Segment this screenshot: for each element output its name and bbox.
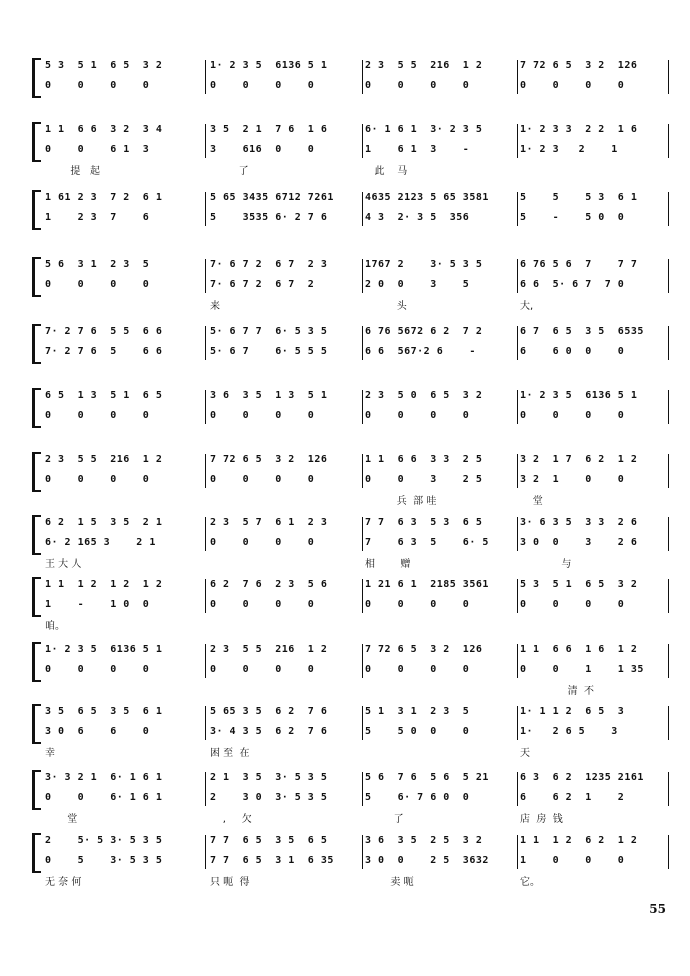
barline bbox=[668, 772, 669, 806]
barline bbox=[668, 517, 669, 551]
lower-notes: 0 0 0 0 bbox=[520, 80, 625, 91]
lower-notes: 7 6 3 5 6· 5 bbox=[365, 537, 489, 548]
lower-notes: 6 6 2 1 2 bbox=[520, 792, 625, 803]
lower-notes: 1· 2 6 5 3 bbox=[520, 726, 618, 737]
upper-notes: 1 1 6 6 3 3 2 5 bbox=[365, 454, 483, 465]
barline bbox=[205, 454, 206, 488]
barline bbox=[362, 390, 363, 424]
upper-notes: 3· 6 3 5 3 3 2 6 bbox=[520, 517, 638, 528]
system-bracket bbox=[32, 388, 41, 428]
lower-notes: 4 3 2· 3 5 356 bbox=[365, 212, 470, 223]
lower-notes: 0 0 0 0 bbox=[365, 664, 470, 675]
upper-notes: 5 1 3 1 2 3 5 bbox=[365, 706, 470, 717]
barline bbox=[362, 644, 363, 678]
barline bbox=[668, 835, 669, 869]
barline bbox=[517, 454, 518, 488]
upper-notes: 3 6 3 5 2 5 3 2 bbox=[365, 835, 483, 846]
lower-notes: 2 3 0 3· 5 3 5 bbox=[210, 792, 328, 803]
lower-notes: 1 0 0 0 bbox=[520, 855, 625, 866]
upper-notes: 5 5 5 3 6 1 bbox=[520, 192, 638, 203]
upper-notes: 5· 6 7 7 6· 5 3 5 bbox=[210, 326, 328, 337]
lower-notes: 0 0 0 0 bbox=[210, 80, 315, 91]
lower-notes: 0 0 0 0 bbox=[365, 80, 470, 91]
barline bbox=[668, 390, 669, 424]
upper-notes: 6 76 5 6 7 7 7 bbox=[520, 259, 638, 270]
barline bbox=[205, 644, 206, 678]
lower-notes: 0 0 0 0 bbox=[365, 410, 470, 421]
barline bbox=[668, 326, 669, 360]
lower-notes: 1· 2 3 2 1 bbox=[520, 144, 618, 155]
barline bbox=[362, 192, 363, 226]
lower-notes: 6 6 0 0 0 bbox=[520, 346, 625, 357]
lower-notes: 7 7 6 5 3 1 6 35 bbox=[210, 855, 334, 866]
barline bbox=[517, 579, 518, 613]
barline bbox=[517, 835, 518, 869]
upper-notes: 2 5· 5 3· 5 3 5 bbox=[45, 835, 163, 846]
system-bracket bbox=[32, 122, 41, 162]
upper-notes: 3 5 6 5 3 5 6 1 bbox=[45, 706, 163, 717]
barline bbox=[362, 835, 363, 869]
lower-notes: 3 0 6 6 0 bbox=[45, 726, 150, 737]
lyric-text: 了 bbox=[365, 814, 404, 825]
lower-notes: 0 0 0 0 bbox=[210, 599, 315, 610]
lower-notes: 3 616 0 0 bbox=[210, 144, 315, 155]
barline bbox=[517, 706, 518, 740]
upper-notes: 7 7 6 5 3 5 6 5 bbox=[210, 835, 328, 846]
upper-notes: 1· 1 1 2 6 5 3 bbox=[520, 706, 625, 717]
upper-notes: 3 5 2 1 7 6 1 6 bbox=[210, 124, 328, 135]
upper-notes: 1 21 6 1 2185 3561 bbox=[365, 579, 489, 590]
barline bbox=[668, 644, 669, 678]
system-bracket bbox=[32, 257, 41, 297]
lyric-text: 头 bbox=[365, 301, 407, 312]
upper-notes: 1 1 6 6 3 2 3 4 bbox=[45, 124, 163, 135]
lyric-text: 兵 部 哇 bbox=[365, 496, 437, 507]
upper-notes: 6 5 1 3 5 1 6 5 bbox=[45, 390, 163, 401]
barline bbox=[668, 706, 669, 740]
lower-notes: 0 0 1 1 35 bbox=[520, 664, 644, 675]
upper-notes: 3· 3 2 1 6· 1 6 1 bbox=[45, 772, 163, 783]
lower-notes: 1 - 1 0 0 bbox=[45, 599, 150, 610]
upper-notes: 1· 2 3 5 6136 5 1 bbox=[210, 60, 328, 71]
lower-notes: 5 6· 7 6 0 0 bbox=[365, 792, 470, 803]
barline bbox=[668, 192, 669, 226]
barline bbox=[362, 326, 363, 360]
upper-notes: 6· 1 6 1 3· 2 3 5 bbox=[365, 124, 483, 135]
upper-notes: 1 1 1 2 6 2 1 2 bbox=[520, 835, 638, 846]
system-bracket bbox=[32, 324, 41, 364]
barline bbox=[517, 390, 518, 424]
upper-notes: 6 76 5672 6 2 7 2 bbox=[365, 326, 483, 337]
upper-notes: 1 1 6 6 1 6 1 2 bbox=[520, 644, 638, 655]
system-bracket bbox=[32, 577, 41, 617]
upper-notes: 5 6 7 6 5 6 5 21 bbox=[365, 772, 489, 783]
lower-notes: 1 6 1 3 - bbox=[365, 144, 470, 155]
lower-notes: 0 0 0 0 bbox=[210, 537, 315, 548]
lyric-text: 咱。 bbox=[45, 621, 65, 632]
system-bracket bbox=[32, 58, 41, 98]
system-bracket bbox=[32, 515, 41, 555]
upper-notes: 7 72 6 5 3 2 126 bbox=[365, 644, 483, 655]
upper-notes: 5 6 3 1 2 3 5 bbox=[45, 259, 150, 270]
barline bbox=[517, 644, 518, 678]
upper-notes: 5 3 5 1 6 5 3 2 bbox=[45, 60, 163, 71]
upper-notes: 6 2 7 6 2 3 5 6 bbox=[210, 579, 328, 590]
barline bbox=[205, 706, 206, 740]
upper-notes: 2 3 5 5 216 1 2 bbox=[210, 644, 328, 655]
lyric-text: 无 奈 何 bbox=[45, 877, 82, 888]
barline bbox=[517, 772, 518, 806]
upper-notes: 2 3 5 5 216 1 2 bbox=[365, 60, 483, 71]
lyric-text: 了 bbox=[210, 166, 249, 177]
lyric-text: 卖 呃 bbox=[365, 877, 414, 888]
lower-notes: 0 0 0 0 bbox=[210, 474, 315, 485]
barline bbox=[205, 579, 206, 613]
page-number: 55 bbox=[649, 902, 666, 916]
lower-notes: 3 2 1 0 0 bbox=[520, 474, 625, 485]
upper-notes: 2 1 3 5 3· 5 3 5 bbox=[210, 772, 328, 783]
barline bbox=[205, 124, 206, 158]
lower-notes: 0 0 0 0 bbox=[45, 664, 150, 675]
upper-notes: 1767 2 3· 5 3 5 bbox=[365, 259, 483, 270]
lyric-text: 来 bbox=[210, 301, 220, 312]
upper-notes: 1· 2 3 3 2 2 1 6 bbox=[520, 124, 638, 135]
lower-notes: 6· 2 165 3 2 1 bbox=[45, 537, 156, 548]
lower-notes: 0 0 0 0 bbox=[520, 599, 625, 610]
lower-notes: 0 0 6 1 3 bbox=[45, 144, 150, 155]
lyric-text: 堂 bbox=[45, 814, 78, 825]
barline bbox=[362, 60, 363, 94]
barline bbox=[362, 579, 363, 613]
upper-notes: 7· 6 7 2 6 7 2 3 bbox=[210, 259, 328, 270]
barline bbox=[362, 259, 363, 293]
barline bbox=[668, 454, 669, 488]
upper-notes: 1 61 2 3 7 2 6 1 bbox=[45, 192, 163, 203]
lower-notes: 0 0 0 0 bbox=[45, 410, 150, 421]
lower-notes: 2 0 0 3 5 bbox=[365, 279, 470, 290]
upper-notes: 3 2 1 7 6 2 1 2 bbox=[520, 454, 638, 465]
lower-notes: 0 0 0 0 bbox=[45, 474, 150, 485]
lyric-text: 此 马 bbox=[365, 166, 408, 177]
lower-notes: 5 5 0 0 0 bbox=[365, 726, 470, 737]
lyric-text: 提 起 bbox=[45, 166, 100, 177]
upper-notes: 7· 2 7 6 5 5 6 6 bbox=[45, 326, 163, 337]
barline bbox=[205, 835, 206, 869]
barline bbox=[517, 60, 518, 94]
upper-notes: 6 3 6 2 1235 2161 bbox=[520, 772, 644, 783]
barline bbox=[517, 192, 518, 226]
barline bbox=[668, 259, 669, 293]
lower-notes: 3 0 0 3 2 6 bbox=[520, 537, 638, 548]
lower-notes: 5· 6 7 6· 5 5 5 bbox=[210, 346, 328, 357]
lyric-text: 它。 bbox=[520, 877, 540, 888]
lyric-text: , 欠 bbox=[210, 814, 252, 825]
lyric-text: 清 不 bbox=[520, 686, 595, 697]
upper-notes: 4635 2123 5 65 3581 bbox=[365, 192, 489, 203]
barline bbox=[205, 326, 206, 360]
lyric-text: 困 至 在 bbox=[210, 748, 250, 759]
lyric-text: 相 赠 bbox=[365, 559, 411, 570]
lyric-text: 店 房 钱 bbox=[520, 814, 563, 825]
lower-notes: 0 0 0 0 bbox=[45, 279, 150, 290]
barline bbox=[362, 454, 363, 488]
barline bbox=[205, 60, 206, 94]
upper-notes: 5 65 3 5 6 2 7 6 bbox=[210, 706, 328, 717]
lower-notes: 0 0 6· 1 6 1 bbox=[45, 792, 163, 803]
lower-notes: 0 0 0 0 bbox=[210, 410, 315, 421]
upper-notes: 2 3 5 7 6 1 2 3 bbox=[210, 517, 328, 528]
lyric-text: 堂 bbox=[520, 496, 543, 507]
barline bbox=[517, 326, 518, 360]
lower-notes: 0 0 0 0 bbox=[45, 80, 150, 91]
barline bbox=[517, 259, 518, 293]
upper-notes: 1 1 1 2 1 2 1 2 bbox=[45, 579, 163, 590]
barline bbox=[205, 772, 206, 806]
lower-notes: 3· 4 3 5 6 2 7 6 bbox=[210, 726, 328, 737]
barline bbox=[668, 60, 669, 94]
upper-notes: 6 7 6 5 3 5 6535 bbox=[520, 326, 644, 337]
lower-notes: 0 0 3 2 5 bbox=[365, 474, 483, 485]
upper-notes: 7 7 6 3 5 3 6 5 bbox=[365, 517, 483, 528]
lyric-text: 王 大 人 bbox=[45, 559, 82, 570]
system-bracket bbox=[32, 704, 41, 744]
upper-notes: 3 6 3 5 1 3 5 1 bbox=[210, 390, 328, 401]
upper-notes: 1· 2 3 5 6136 5 1 bbox=[45, 644, 163, 655]
upper-notes: 5 3 5 1 6 5 3 2 bbox=[520, 579, 638, 590]
system-bracket bbox=[32, 833, 41, 873]
barline bbox=[205, 390, 206, 424]
barline bbox=[205, 259, 206, 293]
lower-notes: 0 5 3· 5 3 5 bbox=[45, 855, 163, 866]
barline bbox=[517, 124, 518, 158]
system-bracket bbox=[32, 452, 41, 492]
lower-notes: 0 0 0 0 bbox=[210, 664, 315, 675]
upper-notes: 2 3 5 0 6 5 3 2 bbox=[365, 390, 483, 401]
barline bbox=[668, 579, 669, 613]
lyric-text: 与 bbox=[520, 559, 572, 570]
barline bbox=[517, 517, 518, 551]
barline bbox=[668, 124, 669, 158]
upper-notes: 7 72 6 5 3 2 126 bbox=[520, 60, 638, 71]
lower-notes: 6 6 567·2 6 - bbox=[365, 346, 476, 357]
lower-notes: 0 0 0 0 bbox=[520, 410, 625, 421]
barline bbox=[362, 706, 363, 740]
lower-notes: 3 0 0 2 5 3632 bbox=[365, 855, 489, 866]
lyric-text: 大, bbox=[520, 301, 534, 312]
system-bracket bbox=[32, 770, 41, 810]
upper-notes: 1· 2 3 5 6136 5 1 bbox=[520, 390, 638, 401]
barline bbox=[205, 517, 206, 551]
upper-notes: 6 2 1 5 3 5 2 1 bbox=[45, 517, 163, 528]
lower-notes: 6 6 5· 6 7 7 0 bbox=[520, 279, 625, 290]
system-bracket bbox=[32, 642, 41, 682]
upper-notes: 7 72 6 5 3 2 126 bbox=[210, 454, 328, 465]
barline bbox=[362, 517, 363, 551]
barline bbox=[205, 192, 206, 226]
upper-notes: 2 3 5 5 216 1 2 bbox=[45, 454, 163, 465]
lower-notes: 5 - 5 0 0 bbox=[520, 212, 625, 223]
lower-notes: 5 3535 6· 2 7 6 bbox=[210, 212, 328, 223]
system-bracket bbox=[32, 190, 41, 230]
lower-notes: 0 0 0 0 bbox=[365, 599, 470, 610]
lyric-text: 天 bbox=[520, 748, 530, 759]
lower-notes: 7· 2 7 6 5 6 6 bbox=[45, 346, 163, 357]
barline bbox=[362, 124, 363, 158]
lower-notes: 7· 6 7 2 6 7 2 bbox=[210, 279, 315, 290]
barline bbox=[362, 772, 363, 806]
upper-notes: 5 65 3435 6712 7261 bbox=[210, 192, 334, 203]
lyric-text: 幸 bbox=[45, 748, 55, 759]
lyric-text: 只 呃 得 bbox=[210, 877, 250, 888]
lower-notes: 1 2 3 7 6 bbox=[45, 212, 150, 223]
